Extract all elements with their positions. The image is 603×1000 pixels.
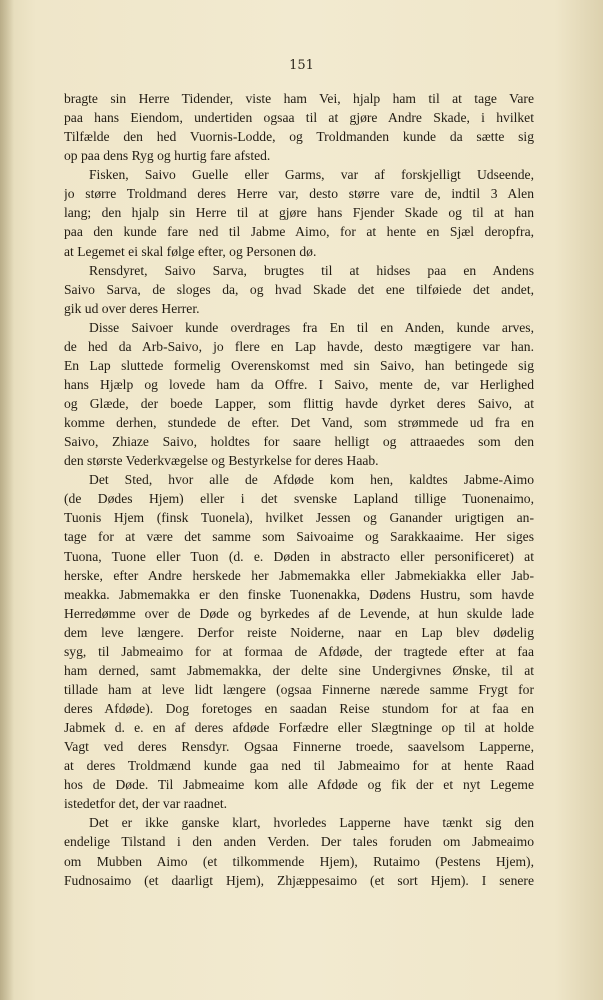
text-line: paa den kunde fare ned til Jabme Aimo, for at hente en Sjæl deropfra,: [64, 224, 534, 240]
text-line: herske, efter Andre herskede her Jabmemakka eller Jabmekiakka eller Jab-: [64, 567, 534, 583]
text-line: tillade ham at leve lidt længere (ogsaa Finnerne nærede samme Frygt for: [64, 681, 534, 697]
text-line: deres Afdøde). Dog foretoges en saadan Reise stundom for at faa en: [64, 701, 534, 716]
text-line: Tuonis Hjem (finsk Tuonela), hvilket Jessen og Ganander urigtigen an-: [64, 510, 534, 526]
text-line: den største Vederkvægelse og Bestyrkelse for deres Haab.: [64, 453, 379, 469]
text-line: op paa dens Ryg og hurtig fare afsted.: [64, 148, 271, 164]
text-line: dem leve længere. Derfor reiste Noiderne, naar en Lap blev dødelig: [64, 624, 534, 640]
text-line: Jabmek d. e. en af deres afdøde Forfædre eller Slægtninge op til at holde: [64, 720, 534, 736]
text-line: de hed da Arb-Saivo, jo flere en Lap havde, desto mægtigere var han.: [64, 338, 534, 354]
text-line: En Lap sluttede formelig Overenskomst med sin Saivo, han betingede sig: [64, 357, 534, 373]
text-line: Disse Saivoer kunde overdrages fra En til en Anden, kunde arves,: [89, 319, 534, 335]
text-line: tage for at være det samme som Saivoaime og Sarakkaaime. Her siges: [64, 529, 534, 545]
text-line: Det er ikke ganske klart, hvorledes Lapperne have tænkt sig den: [89, 815, 534, 831]
text-line: og Glæde, der boede Lapper, som flittig havde dyrket deres Saivo, at: [64, 396, 534, 411]
text-line: at deres Troldmænd kunde gaa ned til Jabmeaimo for at hente Raad: [64, 758, 534, 774]
text-line: Fudnosaimo (et daarligt Hjem), Zhjæppesaimo (et sort Hjem). I senere: [64, 872, 534, 888]
text-line: Tuona, Tuone eller Tuon (d. e. Døden in abstracto eller personificeret) at: [64, 548, 534, 564]
text-line: at Legemet ei skal følge efter, og Personen dø.: [64, 243, 317, 259]
text-line: Herredømme over de Døde og byrkedes af de Levende, at hun skulde lade: [64, 605, 534, 621]
text-line: Saivo, Zhiaze Saivo, holdtes for saare helligt og attraaedes som den: [64, 434, 534, 450]
text-line: jo større Troldmand deres Herre var, desto større vare de, indtil 3 Alen: [64, 186, 534, 202]
text-line: meakka. Jabmemakka er den finske Tuonenakka, Dødens Hustru, som havde: [64, 586, 534, 602]
text-line: Fisken, Saivo Guelle eller Garms, var af forskjelligt Udseende,: [89, 167, 534, 183]
text-line: Rensdyret, Saivo Sarva, brugtes til at hidses paa en Andens: [89, 262, 534, 278]
text-line: istedetfor det, der var raadnet.: [64, 796, 228, 812]
text-line: Det Sted, hvor alle de Afdøde kom hen, kaldtes Jabme-Aimo: [89, 472, 534, 488]
text-line: komme derhen, stundede de efter. Det Vand, som strømmede ud fra en: [64, 415, 534, 431]
text-line: om Mubben Aimo (et tilkommende Hjem), Rutaimo (Pestens Hjem),: [64, 853, 534, 869]
text-line: Saivo Sarva, de sloges da, og hvad Skade det ene tilføiede det andet,: [64, 281, 534, 297]
text-line: Vagt ved deres Rensdyr. Ogsaa Finnerne troede, saavelsom Lapperne,: [64, 739, 534, 755]
text-line: lang; den hjalp sin Herre til at gjøre hans Fjender Skade og til at han: [64, 205, 534, 221]
text-line: hos de Døde. Til Jabmeaime kom alle Afdøde og fik der et nyt Legeme: [64, 777, 534, 793]
text-line: ham derned, samt Jabmemakka, der delte sine Undergivnes Ønske, til at: [64, 662, 534, 678]
text-line: bragte sin Herre Tidender, viste ham Vei, hjalp ham til at tage Vare: [64, 91, 534, 106]
text-line: gik ud over deres Herrer.: [64, 300, 200, 316]
page-number: 151: [289, 58, 314, 73]
text-line: syg, til Jabmeaimo for at formaa de Afdøde, der tragtede efter at faa: [64, 643, 534, 659]
body-text: [64, 89, 534, 890]
text-line: endelige Tilstand i den anden Verden. Der tales foruden om Jabmeaimo: [64, 834, 534, 850]
text-line: (de Dødes Hjem) eller i det svenske Lapland tillige Tuonenaimo,: [64, 491, 534, 507]
text-line: Tilfælde den hed Vuornis-Lodde, og Troldmanden kunde da sætte sig: [64, 129, 534, 145]
text-line: paa hans Eiendom, undertiden ogsaa til at gjøre Andre Skade, i hvilket: [64, 110, 534, 126]
text-line: hans Hjælp og lovede ham da Offre. I Saivo, mente de, var Herlighed: [64, 376, 534, 392]
